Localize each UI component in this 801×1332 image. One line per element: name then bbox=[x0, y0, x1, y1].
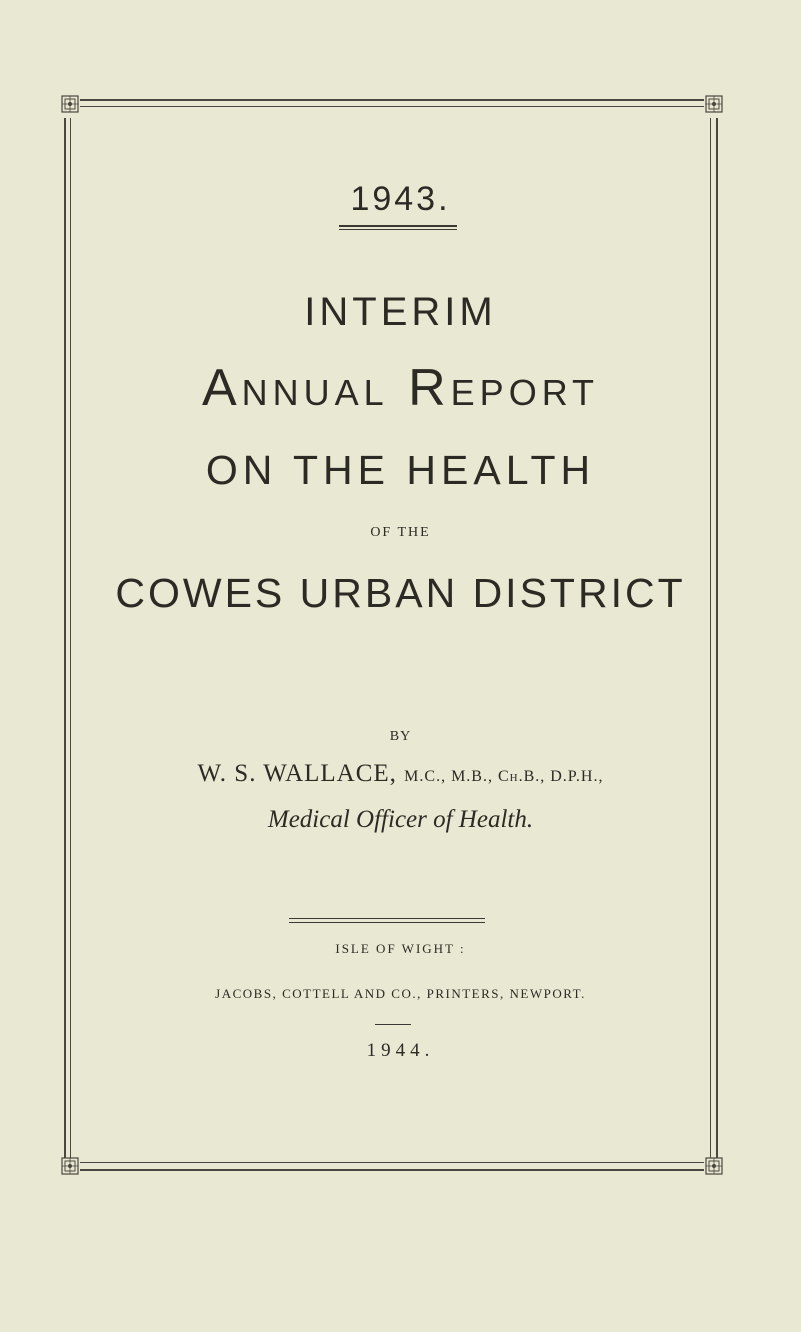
report-title: Annual Report bbox=[201, 359, 600, 417]
year-underline-second bbox=[339, 229, 457, 230]
frame-right-line-inner bbox=[716, 118, 718, 1158]
imprint-rule-short bbox=[375, 1024, 411, 1025]
author-name: W. S. WALLACE, bbox=[197, 760, 397, 787]
corner-ornament-icon bbox=[61, 95, 79, 113]
author-title: Medical Officer of Health. bbox=[267, 806, 534, 833]
corner-ornament-icon bbox=[705, 1157, 723, 1175]
report-subtitle: ON THE HEALTH bbox=[205, 447, 596, 493]
imprint-rule-top-second bbox=[289, 922, 485, 923]
by-label: BY bbox=[389, 729, 412, 744]
imprint-place: ISLE OF WIGHT : bbox=[335, 941, 466, 956]
interim-heading: INTERIM bbox=[304, 290, 497, 334]
district-name: COWES URBAN DISTRICT bbox=[115, 570, 686, 616]
frame-left-line-inner bbox=[70, 118, 71, 1158]
publication-year: 1944. bbox=[366, 1040, 435, 1061]
corner-ornament-icon bbox=[705, 95, 723, 113]
frame-right-line bbox=[710, 118, 711, 1158]
imprint-printers: JACOBS, COTTELL AND CO., PRINTERS, NEWPORT. bbox=[215, 986, 586, 1001]
author-line bbox=[0, 760, 801, 788]
frame-top-line-inner bbox=[80, 106, 704, 107]
of-the-label: OF THE bbox=[370, 525, 431, 540]
frame-top-line bbox=[80, 99, 704, 101]
report-year: 1943. bbox=[350, 180, 451, 218]
frame-left-line bbox=[64, 118, 66, 1158]
frame-bottom-line bbox=[80, 1162, 704, 1163]
author-qualifications: M.C., M.B., Ch.B., D.P.H., bbox=[404, 768, 604, 785]
imprint-rule-top bbox=[289, 918, 485, 919]
corner-ornament-icon bbox=[61, 1157, 79, 1175]
frame-bottom-line-inner bbox=[80, 1169, 704, 1171]
year-underline bbox=[339, 225, 457, 227]
